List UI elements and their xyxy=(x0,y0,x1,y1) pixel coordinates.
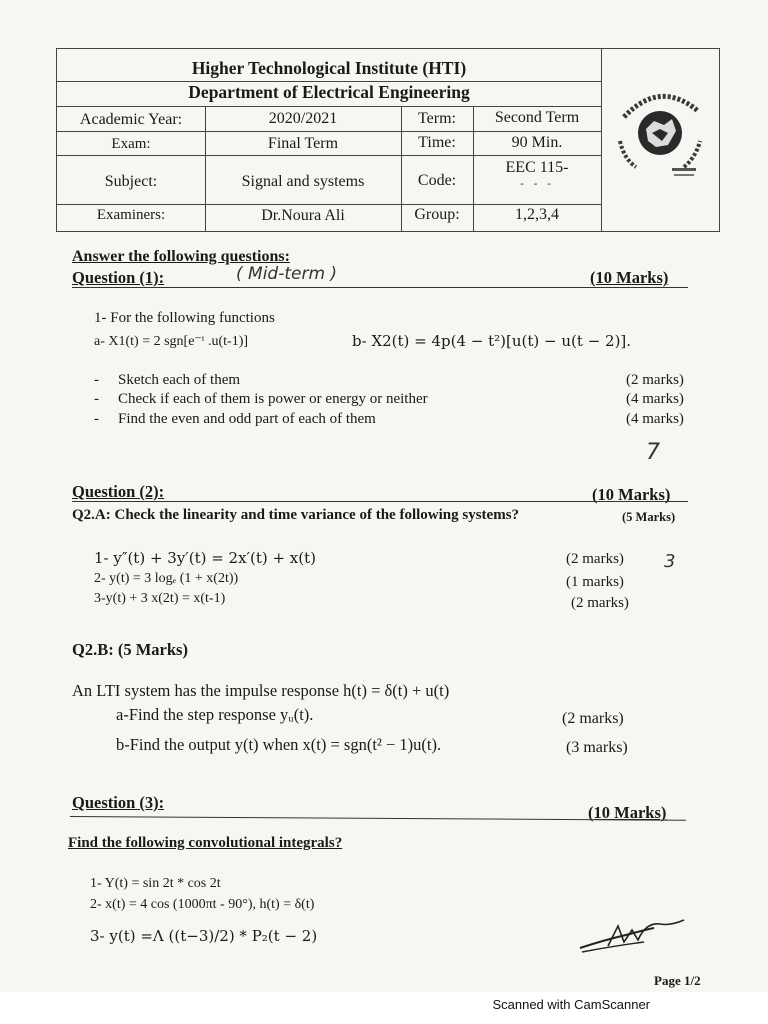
scanner-footer xyxy=(0,992,768,1024)
q2b-title: Q2.B: (5 Marks) xyxy=(72,640,188,659)
group-label: Group: xyxy=(414,206,460,223)
q2a-system-marks: (1 marks) xyxy=(566,574,624,590)
q2a-system-marks: (2 marks) xyxy=(566,551,624,567)
term-value: Second Term xyxy=(494,109,580,126)
exam-value: Final Term xyxy=(267,135,339,152)
department-name: Department of Electrical Engineering xyxy=(188,82,470,102)
q3-item: 1- Y(t) = sin 2t * cos 2t xyxy=(90,876,221,891)
examiner-signature xyxy=(574,912,694,956)
institute-row xyxy=(57,49,601,82)
institute-name: Higher Technological Institute (HTI) xyxy=(191,58,467,78)
page-number: Page 1/2 xyxy=(654,973,701,988)
q2a-system: 2- y(t) = 3 logₑ (1 + x(2t)) xyxy=(94,571,239,586)
q2b-intro: An LTI system has the impulse response h(t) = δ(t) + u(t) xyxy=(72,681,450,700)
q1-hand-mark: 7 xyxy=(646,440,660,465)
q2-title: Question (2): xyxy=(72,482,165,501)
examiner-name: Dr.Noura Ali xyxy=(261,207,345,224)
q3-item: 2- x(t) = 4 cos (1000πt - 90°), h(t) = δ(t) xyxy=(90,897,315,912)
institute-logo xyxy=(601,49,720,231)
scanner-watermark: Scanned with CamScanner xyxy=(492,997,650,1012)
department-row xyxy=(57,81,601,107)
time-label: Time: xyxy=(418,134,456,151)
row-divider xyxy=(57,204,601,205)
q1-rule xyxy=(72,287,688,288)
code-label: Code: xyxy=(417,172,457,189)
q1-handwritten-note: ( Mid-term ) xyxy=(236,264,338,284)
q3-item: 3- y(t) =Λ ((t−3)/2) * P₂(t − 2) xyxy=(90,927,318,945)
q2-marks: (10 Marks) xyxy=(592,485,671,504)
term-label: Term: xyxy=(418,110,456,127)
q2b-item-marks: (3 marks) xyxy=(566,739,628,756)
institute-logo-icon xyxy=(602,49,720,231)
q1-intro: 1- For the following functions xyxy=(94,310,275,326)
q1-task-bullet: - xyxy=(94,411,99,427)
instructions: Answer the following questions: xyxy=(72,248,290,265)
q1-function-b: b- X2(t) = 4p(4 − t²)[u(t) − u(t − 2)]. xyxy=(352,332,632,350)
examiners-label: Examiners: xyxy=(96,207,166,223)
q1-task-marks: (2 marks) xyxy=(626,372,684,388)
q3-title: Question (3): xyxy=(72,793,165,812)
q3-marks: (10 Marks) xyxy=(588,803,667,822)
q2a-title: Q2.A: Check the linearity and time variance of the following systems? xyxy=(72,507,520,523)
exam-header-table xyxy=(56,48,720,232)
q2a-system-marks: (2 marks) xyxy=(571,595,629,611)
q1-task-marks: (4 marks) xyxy=(626,391,684,407)
q2a-marks: (5 Marks) xyxy=(622,510,676,524)
q1-task-bullet: - xyxy=(94,372,99,388)
q1-task-text: Sketch each of them xyxy=(118,372,241,388)
q1-marks: (10 Marks) xyxy=(590,268,669,287)
q1-function-a: a- X1(t) = 2 sgn[e⁻ᵗ .u(t-1)] xyxy=(94,334,249,349)
code-value: EEC 115- xyxy=(505,159,569,176)
code-handwritten: - - - xyxy=(520,177,554,190)
q2b-item: a-Find the step response yᵤ(t). xyxy=(116,705,314,724)
q2b-item-marks: (2 marks) xyxy=(562,710,624,727)
academic-year-label: Academic Year: xyxy=(79,111,183,128)
q1-task-text: Check if each of them is power or energy or neither xyxy=(118,391,428,407)
q1-task-marks: (4 marks) xyxy=(626,411,684,427)
subject-label: Subject: xyxy=(104,173,158,190)
row-divider xyxy=(57,131,601,132)
q2-hand-mark: 3 xyxy=(664,551,676,572)
q3-intro: Find the following convolutional integrals? xyxy=(68,835,343,851)
q2b-item: b-Find the output y(t) when x(t) = sgn(t² − 1)u(t). xyxy=(116,735,442,754)
row-divider xyxy=(57,155,601,156)
q1-task-text: Find the even and odd part of each of them xyxy=(118,411,376,427)
q2a-system: 1- y″(t) + 3y′(t) = 2x′(t) + x(t) xyxy=(94,549,316,567)
academic-year-value: 2020/2021 xyxy=(268,110,338,127)
exam-label: Exam: xyxy=(111,136,151,152)
time-value: 90 Min. xyxy=(511,134,563,151)
q2-rule xyxy=(72,501,688,502)
group-value: 1,2,3,4 xyxy=(515,206,559,223)
q1-task-bullet: - xyxy=(94,391,99,407)
subject-value: Signal and systems xyxy=(241,173,365,190)
q2a-system: 3-y(t) + 3 x(2t) = x(t-1) xyxy=(94,591,226,606)
q1-title: Question (1): xyxy=(72,268,165,287)
